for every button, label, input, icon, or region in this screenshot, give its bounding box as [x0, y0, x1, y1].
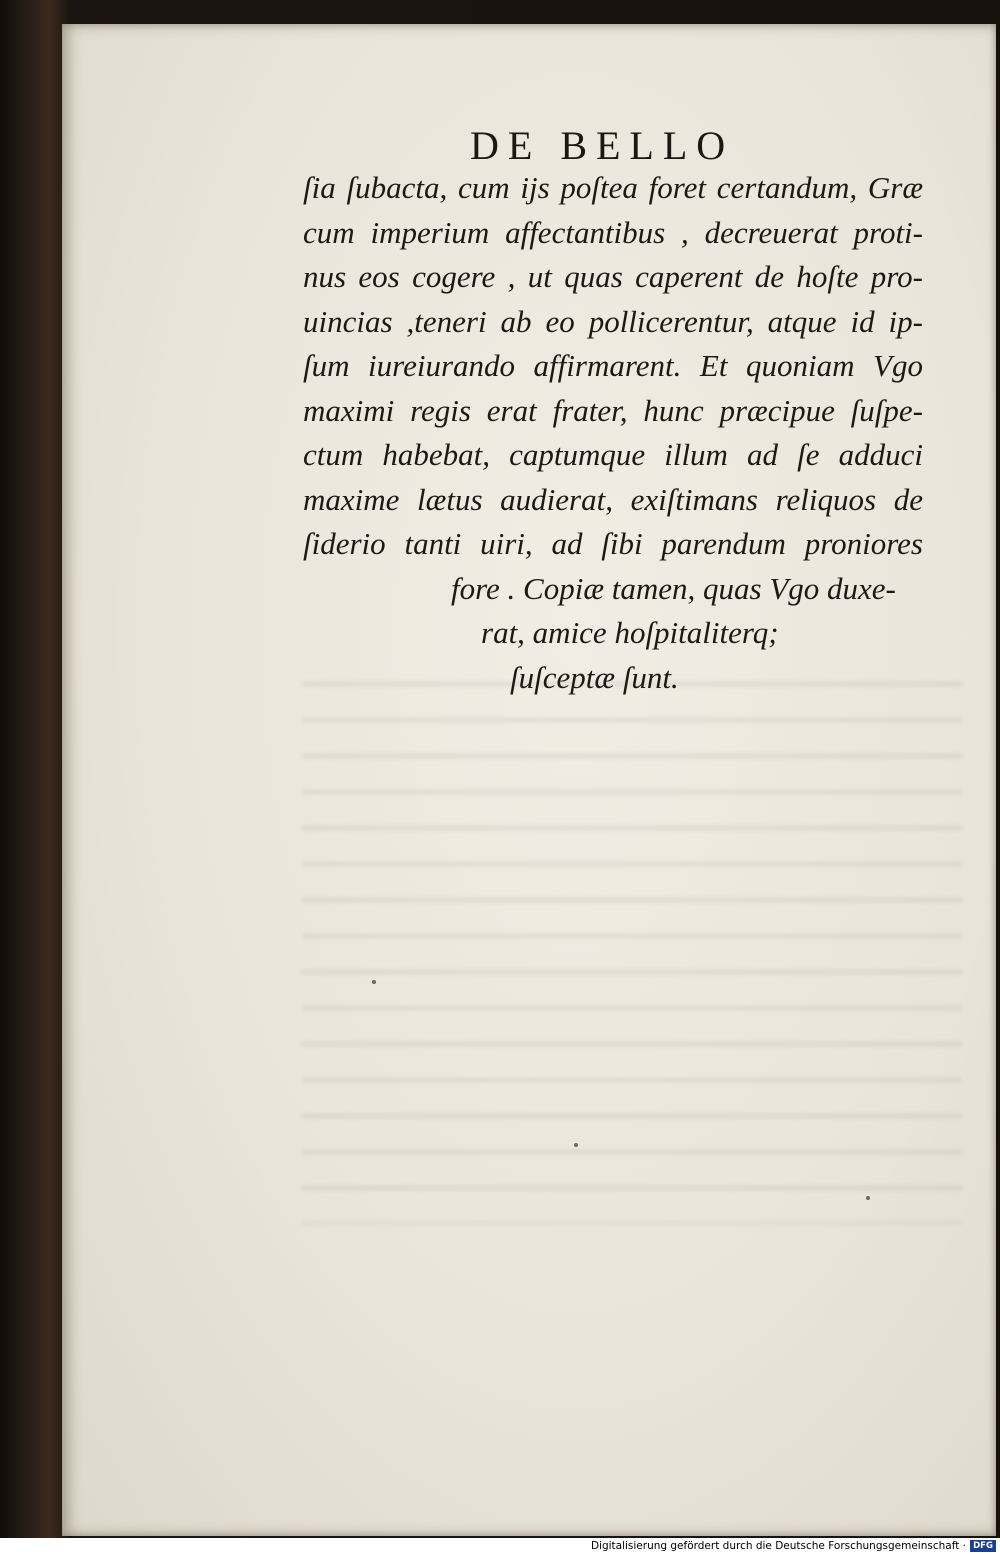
closing-line: rat, amice hoſpitaliterq;	[481, 615, 779, 650]
closing-line: ſuſceptæ ſunt.	[510, 659, 679, 695]
digitization-credit: Digitalisierung gefördert durch die Deutsche Forschungsgemeinschaft ·	[590, 1540, 966, 1552]
text-line: ſia ſubacta, cum ijs poſtea foret certandum, Græ	[303, 170, 923, 205]
show-through-text	[302, 664, 962, 1224]
text-line: uincias ,teneri ab eo pollicerentur, atque id ip-	[303, 303, 923, 339]
closing-line: fore . Copiæ tamen, quas Vgo duxe-	[451, 570, 896, 606]
text-line: cum imperium affectantibus , decreuerat proti-	[303, 214, 923, 250]
ink-speck	[866, 1196, 870, 1200]
text-line: ſiderio tanti uiri, ad ſibi parendum proniores	[303, 526, 923, 561]
text-line: ctum habebat, captumque illum ad ſe adduci	[303, 437, 923, 472]
ink-speck	[574, 1143, 578, 1147]
text-line: nus eos cogere , ut quas caperent de hoſte pro-	[303, 259, 923, 294]
running-head: DE BELLO	[470, 123, 735, 168]
ink-speck	[372, 980, 376, 984]
text-line: ſum iureiurando affirmarent. Et quoniam Vgo	[303, 348, 923, 383]
dfg-logo: DFG	[970, 1540, 996, 1552]
body-text	[303, 166, 923, 700]
text-line: maximi regis erat frater, hunc præcipue ſuſpe-	[303, 392, 923, 428]
text-line: maxime lætus audierat, exiſtimans reliquos de	[303, 481, 923, 517]
